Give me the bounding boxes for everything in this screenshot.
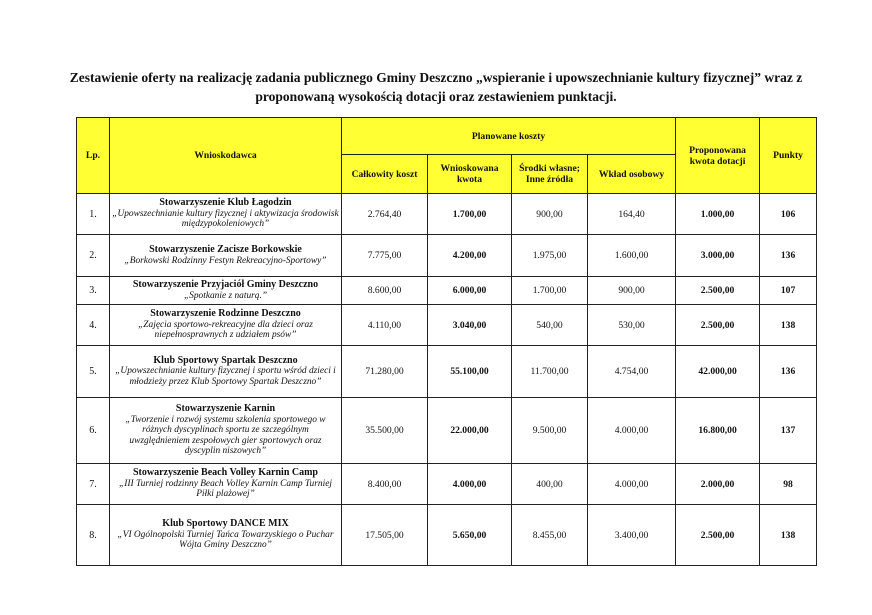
header-proposed: Proponowana kwota dotacji xyxy=(676,118,760,194)
cell-contribution: 900,00 xyxy=(588,277,676,305)
cell-total: 35.500,00 xyxy=(342,398,428,464)
table-row xyxy=(77,194,817,235)
cell-points: 138 xyxy=(760,505,817,566)
applicant-cell xyxy=(110,305,342,346)
applicant-cell xyxy=(110,505,342,566)
offers-table xyxy=(76,117,817,566)
row-lp: 7. xyxy=(77,464,110,505)
cell-contribution: 4.754,00 xyxy=(588,346,676,398)
row-lp: 6. xyxy=(77,398,110,464)
org-name: Klub Sportowy DANCE MIX xyxy=(162,518,289,530)
cell-contribution: 4.000,00 xyxy=(588,464,676,505)
org-name: Stowarzyszenie Rodzinne Deszczno xyxy=(150,308,301,320)
cell-total: 17.505,00 xyxy=(342,505,428,566)
cell-own: 900,00 xyxy=(512,194,588,235)
task-name: „VI Ogólnopolski Turniej Tańca Towarzyskiego o Puchar Wójta Gminy Deszczno” xyxy=(117,529,334,551)
cell-own: 9.500,00 xyxy=(512,398,588,464)
task-name: „Zajęcia sportowo-rekreacyjne dla dzieci oraz niepełnosprawnych z udziałem psów” xyxy=(138,319,313,341)
cell-proposed: 2.500,00 xyxy=(676,277,760,305)
cell-own: 8.455,00 xyxy=(512,505,588,566)
applicant-cell xyxy=(110,277,342,305)
cell-requested: 6.000,00 xyxy=(428,277,512,305)
header-total: Całkowity koszt xyxy=(342,155,428,194)
cell-points: 136 xyxy=(760,346,817,398)
task-name: „Spotkanie z naturą.” xyxy=(183,290,268,301)
cell-proposed: 1.000,00 xyxy=(676,194,760,235)
cell-contribution: 530,00 xyxy=(588,305,676,346)
cell-points: 107 xyxy=(760,277,817,305)
org-name: Klub Sportowy Spartak Deszczno xyxy=(153,354,298,366)
applicant-cell xyxy=(110,464,342,505)
cell-proposed: 3.000,00 xyxy=(676,235,760,277)
table-row xyxy=(77,505,817,566)
cell-total: 71.280,00 xyxy=(342,346,428,398)
cell-proposed: 16.800,00 xyxy=(676,398,760,464)
cell-requested: 4.000,00 xyxy=(428,464,512,505)
applicant-cell xyxy=(110,346,342,398)
row-lp: 3. xyxy=(77,277,110,305)
table-row xyxy=(77,277,817,305)
cell-contribution: 164,40 xyxy=(588,194,676,235)
cell-points: 98 xyxy=(760,464,817,505)
cell-contribution: 1.600,00 xyxy=(588,235,676,277)
cell-own: 1.700,00 xyxy=(512,277,588,305)
org-name: Stowarzyszenie Klub Łagodzin xyxy=(159,197,292,209)
task-name: „III Turniej rodzinny Beach Volley Karnin Camp Turniej Piłki plażowej” xyxy=(119,478,332,500)
row-lp: 4. xyxy=(77,305,110,346)
cell-own: 11.700,00 xyxy=(512,346,588,398)
cell-total: 7.775,00 xyxy=(342,235,428,277)
applicant-cell xyxy=(110,194,342,235)
header-own: Środki własne; Inne źródła xyxy=(512,155,588,194)
cell-total: 8.600,00 xyxy=(342,277,428,305)
org-name: Stowarzyszenie Przyjaciół Gminy Deszczno xyxy=(132,279,319,290)
header-contribution: Wkład osobowy xyxy=(588,155,676,194)
document-title: Zestawienie oferty na realizację zadania publicznego Gminy Deszczno „wspieranie i upowszechnianie kultury fizycznej” wraz z proponowaną wysokością dotacji oraz zestawieniem punktacji. xyxy=(69,70,803,104)
applicant-cell xyxy=(110,398,342,464)
cell-own: 540,00 xyxy=(512,305,588,346)
table-row xyxy=(77,235,817,277)
row-lp: 1. xyxy=(77,194,110,235)
cell-total: 4.110,00 xyxy=(342,305,428,346)
cell-total: 2.764,40 xyxy=(342,194,428,235)
table-row xyxy=(77,346,817,398)
cell-total: 8.400,00 xyxy=(342,464,428,505)
cell-requested: 1.700,00 xyxy=(428,194,512,235)
cell-proposed: 42.000,00 xyxy=(676,346,760,398)
row-lp: 5. xyxy=(77,346,110,398)
header-points: Punkty xyxy=(760,118,817,194)
applicant-cell xyxy=(110,235,342,277)
row-lp: 2. xyxy=(77,235,110,277)
header-planned-costs: Planowane koszty xyxy=(342,118,676,155)
cell-requested: 22.000,00 xyxy=(428,398,512,464)
cell-requested: 4.200,00 xyxy=(428,235,512,277)
cell-own: 1.975,00 xyxy=(512,235,588,277)
task-name: „Upowszechnianie kultury fizycznej i aktywizacja środowisk międzypokoleniowych” xyxy=(112,208,339,230)
cell-points: 106 xyxy=(760,194,817,235)
row-lp: 8. xyxy=(77,505,110,566)
cell-contribution: 4.000,00 xyxy=(588,398,676,464)
table-row xyxy=(77,305,817,346)
header-applicant: Wnioskodawca xyxy=(110,118,342,194)
cell-points: 136 xyxy=(760,235,817,277)
task-name: „Borkowski Rodzinny Festyn Rekreacyjno-Sportowy” xyxy=(124,255,327,266)
cell-points: 137 xyxy=(760,398,817,464)
cell-points: 138 xyxy=(760,305,817,346)
table-row xyxy=(77,398,817,464)
cell-requested: 55.100,00 xyxy=(428,346,512,398)
cell-proposed: 2.500,00 xyxy=(676,305,760,346)
header-lp: Lp. xyxy=(77,118,110,194)
org-name: Stowarzyszenie Zacisze Borkowskie xyxy=(149,244,302,255)
cell-requested: 3.040,00 xyxy=(428,305,512,346)
cell-requested: 5.650,00 xyxy=(428,505,512,566)
task-name: „Tworzenie i rozwój systemu szkolenia sportowego w różnych dyscyplinach sportu ze szczególnym uwzględnieniem zespołowych gier sportowych oraz dyscyplin niszowych” xyxy=(125,414,326,457)
cell-own: 400,00 xyxy=(512,464,588,505)
org-name: Stowarzyszenie Beach Volley Karnin Camp xyxy=(133,467,318,479)
cell-proposed: 2.500,00 xyxy=(676,505,760,566)
task-name: „Upowszechnianie kultury fizycznej i sportu wśród dzieci i młodzieży przez Klub Sportowy Spartak Deszczno” xyxy=(115,366,336,387)
cell-proposed: 2.000,00 xyxy=(676,464,760,505)
cell-contribution: 3.400,00 xyxy=(588,505,676,566)
header-requested: Wnioskowana kwota xyxy=(428,155,512,194)
table-row xyxy=(77,464,817,505)
org-name: Stowarzyszenie Karnin xyxy=(175,403,276,415)
